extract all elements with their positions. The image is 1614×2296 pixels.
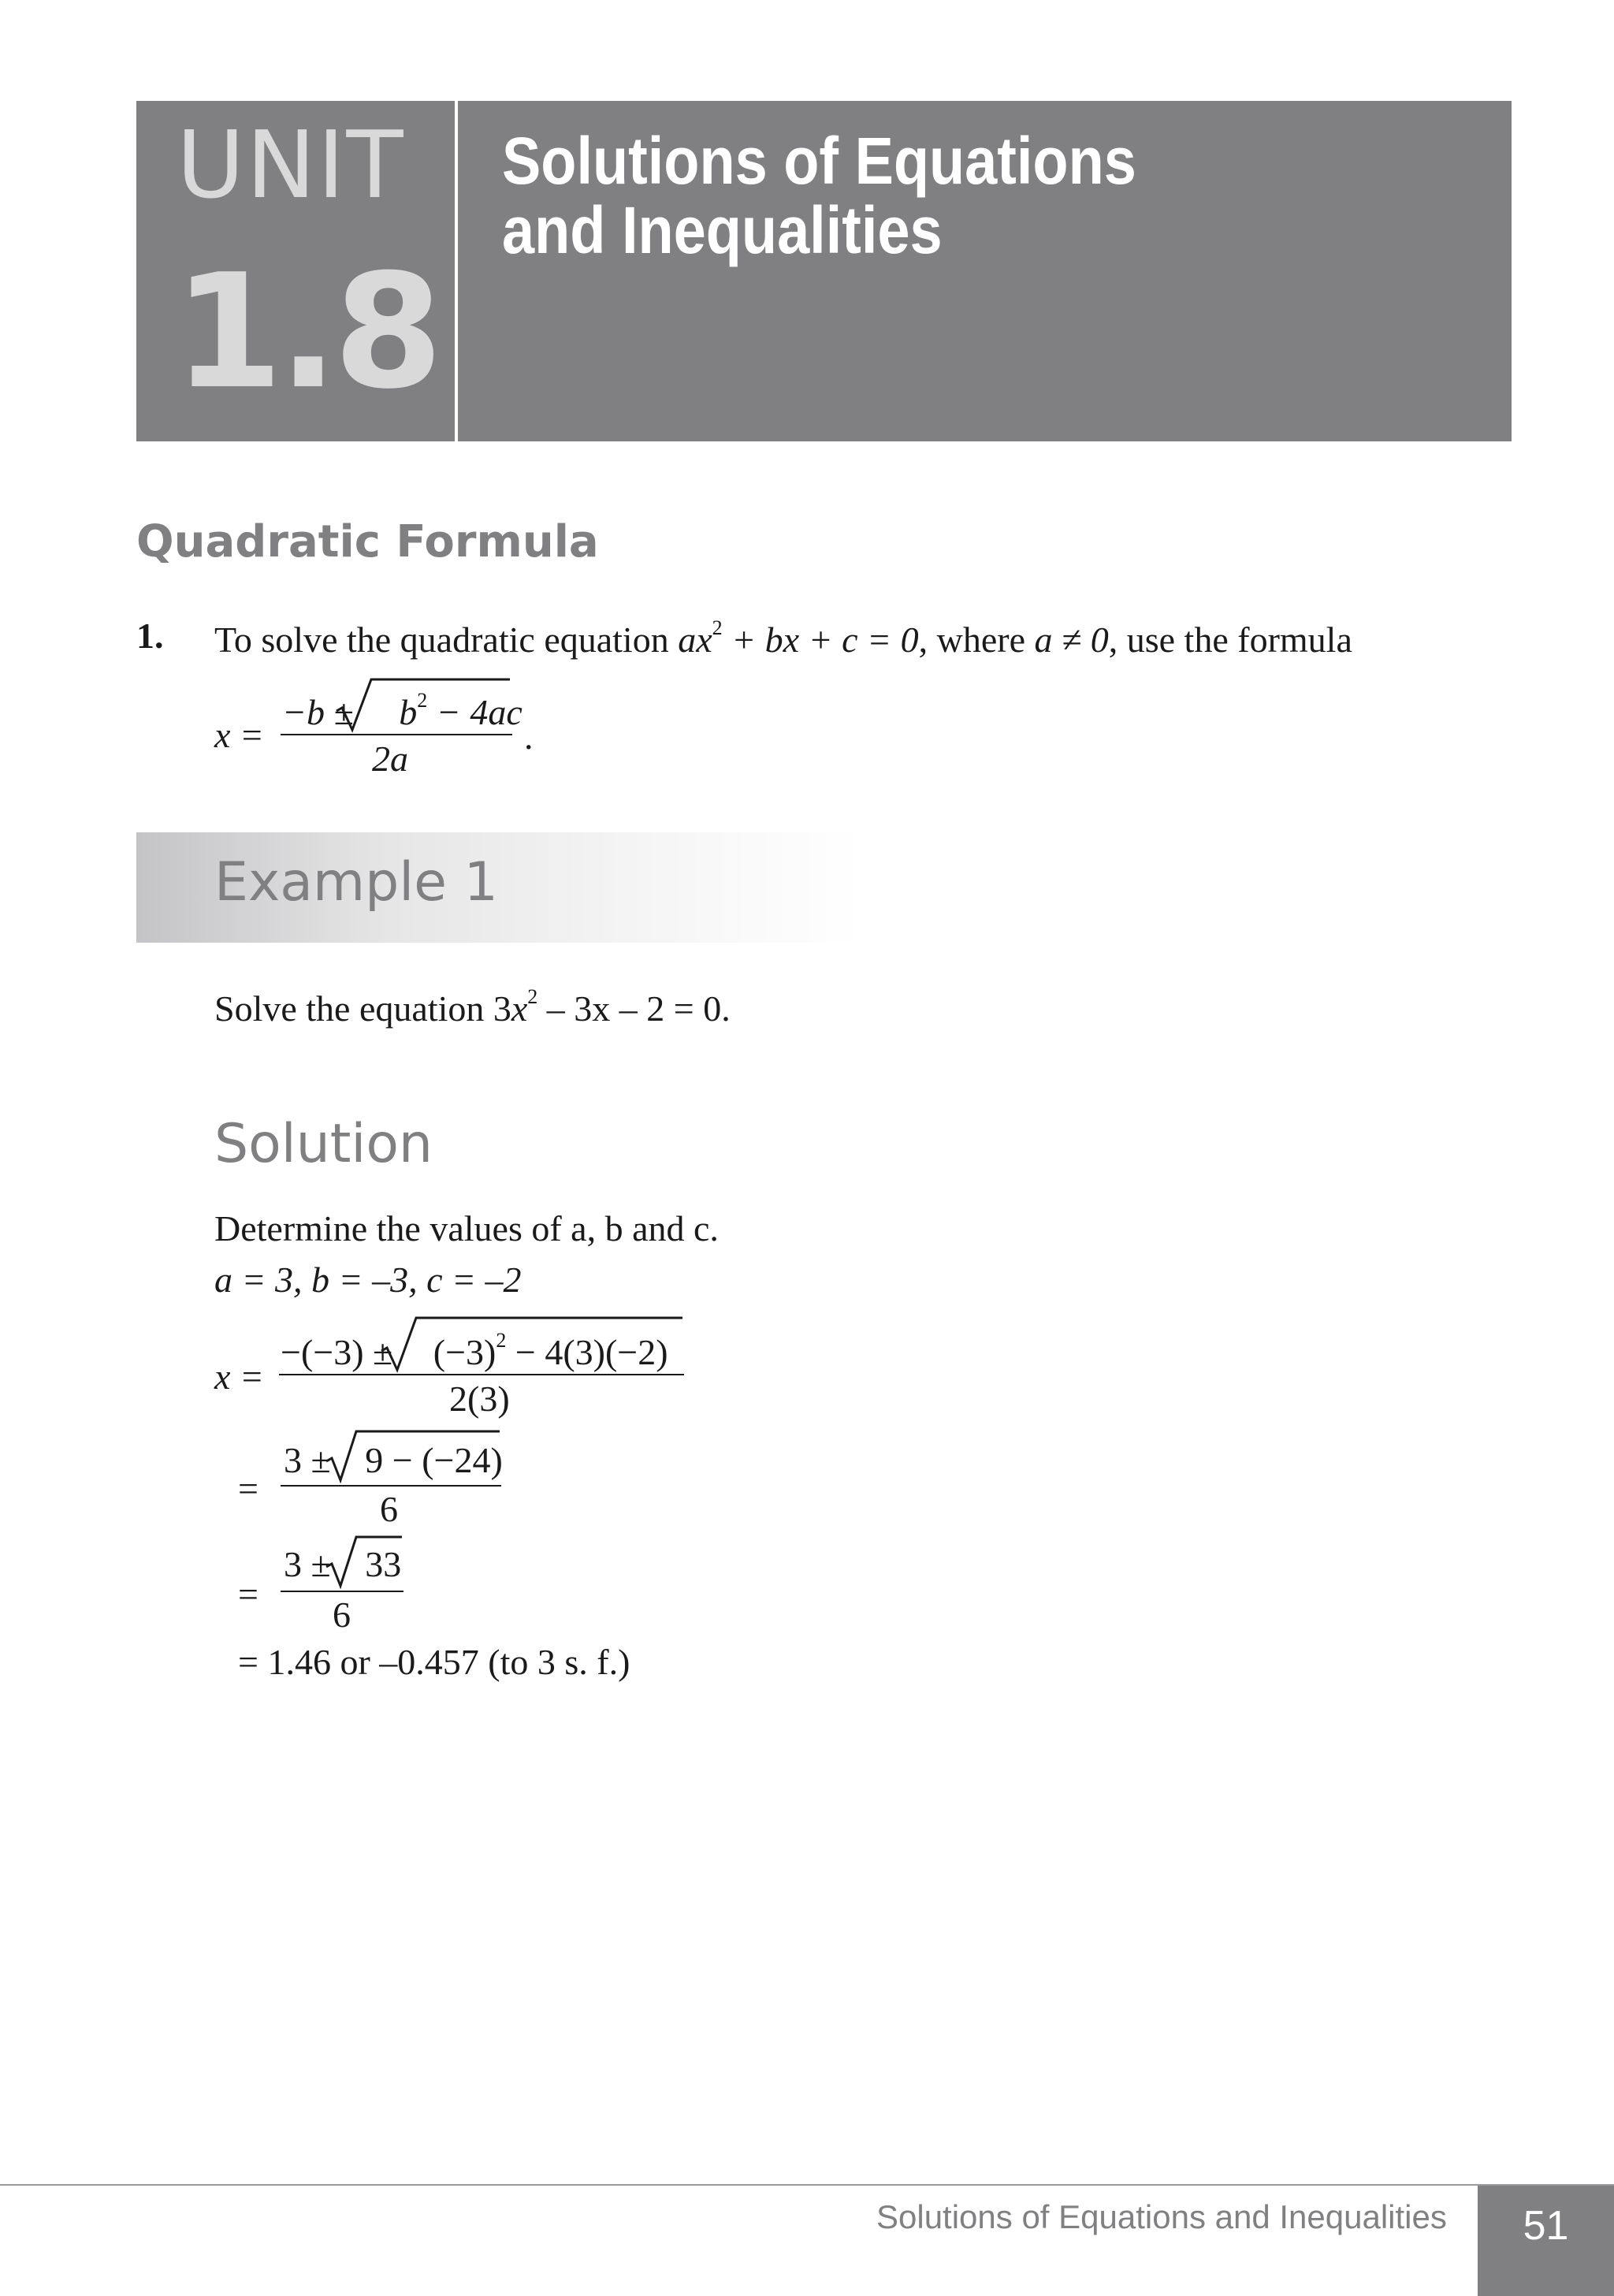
step2-denominator: 6 xyxy=(380,1489,398,1529)
point-text-a: To solve the quadratic equation xyxy=(214,620,679,660)
solution-title: Solution xyxy=(214,1113,433,1175)
step1-fraction-bar xyxy=(279,1374,684,1375)
formula-radical-sign xyxy=(335,676,512,733)
step1-radical-sign xyxy=(380,1315,684,1373)
step1-rad-rest: − 4(3)(−2) xyxy=(506,1332,668,1372)
step3-lhs: = xyxy=(238,1574,258,1614)
step2-rad-text: 9 − (−24) xyxy=(365,1440,503,1480)
solution-line1: Determine the values of a, b and c. xyxy=(214,1208,719,1248)
unit-title-line1: Solutions of Equations xyxy=(502,124,1136,198)
example-question xyxy=(214,987,731,1027)
formula-rad-rest: − 4ac xyxy=(427,692,523,732)
solution-result: = 1.46 or –0.457 (to 3 s. f.) xyxy=(238,1642,630,1682)
step3-denominator: 6 xyxy=(333,1595,351,1635)
page-number: 51 xyxy=(1523,2203,1569,2249)
formula-rad-text: b xyxy=(399,692,418,732)
example-title: Example 1 xyxy=(214,851,498,914)
point-number: 1. xyxy=(136,616,164,656)
step1-denominator: 2(3) xyxy=(449,1379,510,1419)
step3-rad-text: 33 xyxy=(365,1544,402,1584)
question-x: x xyxy=(511,988,528,1029)
footer-rule xyxy=(0,2184,1614,2186)
point-text xyxy=(214,618,1352,658)
step2-radical-sign xyxy=(325,1428,501,1483)
formula-denominator: 2a xyxy=(372,739,408,779)
step3-num-text: 3 ± xyxy=(284,1544,340,1584)
point-eq-exp: 2 xyxy=(712,616,723,639)
step3-fraction-bar xyxy=(281,1591,404,1592)
step1-num-text: −(−3) ± xyxy=(281,1332,402,1372)
formula-num-text: −b ± xyxy=(282,692,363,732)
step1-rad-exp: 2 xyxy=(496,1329,507,1352)
step3-radical-sign xyxy=(325,1534,404,1589)
unit-title-line2: and Inequalities xyxy=(502,193,943,267)
unit-label: UNIT xyxy=(177,110,405,219)
formula-lhs: x = xyxy=(214,715,264,755)
step2-num-text: 3 ± xyxy=(284,1440,340,1480)
formula-rad-exp: 2 xyxy=(417,689,428,712)
solution-line2: a = 3, b = –3, c = –2 xyxy=(214,1260,522,1300)
step1-rad-text: (−3) xyxy=(433,1332,496,1372)
unit-header-divider xyxy=(455,101,458,441)
question-text-a: Solve the equation 3 xyxy=(214,988,511,1029)
footer-title: Solutions of Equations and Inequalities xyxy=(876,2198,1447,2235)
point-cond: a ≠ 0 xyxy=(1034,620,1109,660)
question-exp: 2 xyxy=(527,985,538,1008)
point-text-b: , where xyxy=(918,620,1035,660)
point-eq-a: ax xyxy=(678,620,712,660)
point-eq-b: + bx + c = 0 xyxy=(722,620,919,660)
step2-fraction-bar xyxy=(281,1485,501,1487)
unit-number: 1.8 xyxy=(173,240,439,424)
question-text-b: – 3x – 2 = 0. xyxy=(537,988,731,1029)
section-heading: Quadratic Formula xyxy=(136,516,599,567)
step1-lhs: x = xyxy=(214,1356,264,1397)
unit-title xyxy=(502,126,1136,265)
formula-period: . xyxy=(524,716,534,757)
step2-lhs: = xyxy=(238,1468,258,1509)
point-text-c: , use the formula xyxy=(1108,620,1352,660)
formula-fraction-bar xyxy=(281,734,512,735)
